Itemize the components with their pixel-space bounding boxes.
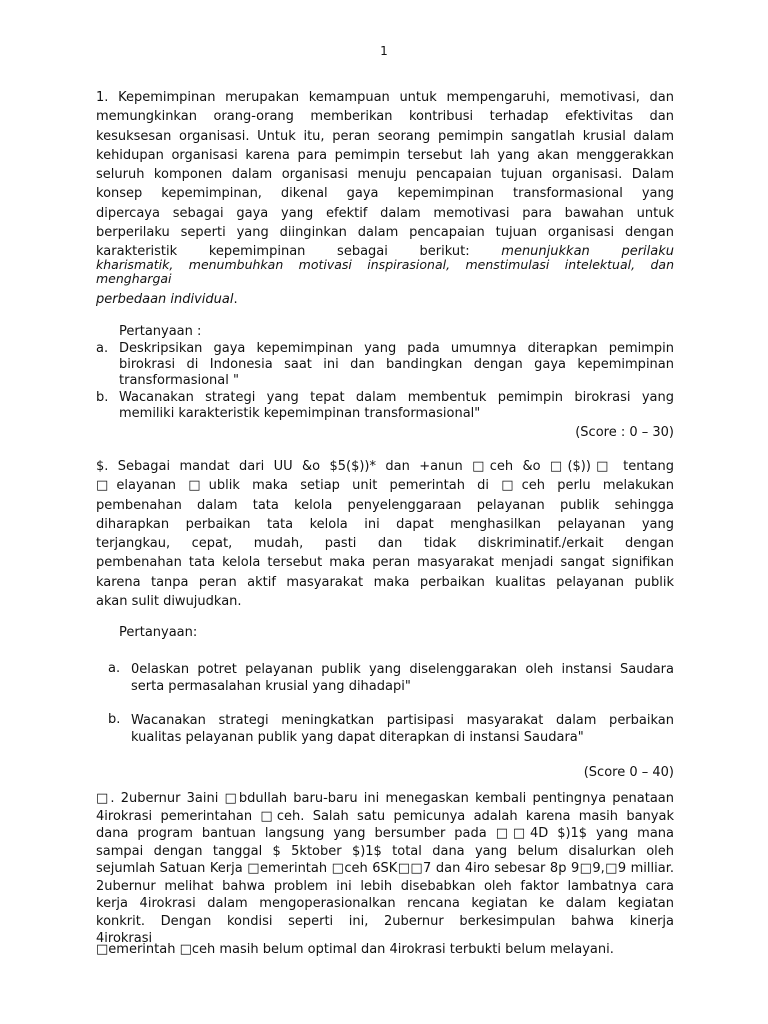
- paragraph-line: □. 2ubernur 3aini □bdullah baru-baru ini menegaskan kembali pentingnya penataan: [96, 791, 674, 806]
- paragraph-line: kehidupan organisasi karena para pemimpin tersebut lah yang akan menggerakkan: [96, 147, 674, 163]
- paragraph-line: sejumlah Satuan Kerja □emerintah □ceh 6SK□□7 dan 4iro sebesar 8p 9□9,□9 milliar.: [96, 861, 674, 876]
- italic-line: menghargai: [96, 271, 172, 286]
- question-marker: b.: [108, 712, 121, 727]
- paragraph-line: kerja 4irokrasi dalam mengoperasionalkan rencana kegiatan ke dalam kegiatan: [96, 896, 674, 911]
- section3-last-line: [96, 942, 674, 957]
- paragraph-line: 1. Kepemimpinan merupakan kemampuan untuk mempengaruhi, memotivasi, dan: [96, 90, 674, 105]
- question-line: Deskripsikan gaya kepemimpinan yang pada umumnya diterapkan pemimpin: [119, 341, 674, 356]
- paragraph-line: dipercaya sebagai gaya yang efektif dalam memotivasi para bawahan untuk: [96, 205, 674, 221]
- question-line: Wacanakan strategi meningkatkan partisipasi masyarakat dalam perbaikan: [131, 713, 674, 728]
- question-marker: a.: [108, 661, 121, 676]
- section1-paragraph: [96, 88, 674, 262]
- question-line: birokrasi di Indonesia saat ini dan bandingkan dengan gaya kepemimpinan: [119, 357, 674, 372]
- italic-line: kharismatik, menumbuhkan motivasi inspirasional, menstimulasi intelektual, dan: [96, 257, 674, 272]
- section2-paragraph: [96, 457, 674, 611]
- section1-final-line: perbedaan individual.: [96, 292, 238, 307]
- question-a: [119, 341, 674, 389]
- paragraph-line: sampai dengan tanggal $ 5ktober $)1$ total dana yang belum disalurkan oleh: [96, 843, 674, 859]
- question-b: [119, 390, 674, 422]
- question-line: transformasional ": [119, 373, 239, 388]
- paragraph-line: □elayanan □ublik maka setiap unit pemerintah di □ceh perlu melakukan: [96, 478, 674, 494]
- paragraph-line: □emerintah □ceh masih belum optimal dan 4irokrasi terbukti belum melayani.: [96, 942, 614, 957]
- questions-label: Pertanyaan:: [119, 625, 198, 640]
- paragraph-line: 2ubernur melihat bahwa problem ini lebih disebabkan oleh faktor lambatnya cara: [96, 878, 674, 894]
- question-marker: a.: [96, 341, 109, 356]
- paragraph-line: $. Sebagai mandat dari UU &o $5($))* dan +anun □ceh &o □($))□ tentang: [96, 459, 674, 474]
- section1-italic-lines: [96, 258, 674, 286]
- paragraph-line: berperilaku seperti yang diinginkan dalam pencapaian tujuan organisasi dengan: [96, 225, 674, 241]
- section3-paragraph: [96, 790, 674, 948]
- paragraph-line: karakteristik kepemimpinan sebagai berikut: menunjukkan perilaku: [96, 244, 674, 260]
- paragraph-line: diharapkan perbaikan tata kelola ini dapat menghasilkan pelayanan yang: [96, 516, 674, 532]
- question-line: serta permasalahan krusial yang dihadapi": [131, 679, 411, 694]
- paragraph-line: konsep kepemimpinan, dikenal gaya kepemimpinan transformasional yang: [96, 186, 674, 202]
- page-number: 1: [380, 44, 388, 58]
- paragraph-line: 4irokrasi pemerintahan □ceh. Salah satu pemicunya adalah karena masih banyak: [96, 808, 674, 824]
- score-section1: (Score : 0 – 30): [575, 425, 674, 440]
- question-line: Wacanakan strategi yang tepat dalam membentuk pemimpin birokrasi yang: [119, 390, 674, 405]
- paragraph-line: terjangkau, cepat, mudah, pasti dan tidak diskriminatif./erkait dengan: [96, 536, 674, 552]
- question-marker: b.: [96, 390, 109, 405]
- paragraph-line: pembenahan tata kelola tersebut maka peran masyarakat menjadi sangat signifikan: [96, 555, 674, 571]
- paragraph-line: seluruh komponen dalam organisasi menuju pencapaian tujuan organisasi. Dalam: [96, 167, 674, 183]
- paragraph-line: konkrit. Dengan kondisi seperti ini, 2ubernur berkesimpulan bahwa kinerja: [96, 913, 674, 929]
- question-b: [131, 712, 674, 746]
- question-a: [131, 661, 674, 695]
- paragraph-line: akan sulit diwujudkan.: [96, 594, 242, 610]
- question-line: memiliki karakteristik kepemimpinan transformasional": [119, 406, 481, 421]
- paragraph-line: 4irokrasi: [96, 931, 153, 946]
- score-section2: (Score 0 – 40): [583, 765, 674, 780]
- paragraph-line: memungkinkan orang-orang memberikan kontribusi terhadap efektivitas dan: [96, 109, 674, 125]
- paragraph-line: karena tanpa peran aktif masyarakat maka perbaikan kualitas pelayanan publik: [96, 574, 674, 590]
- paragraph-line: kesuksesan organisasi. Untuk itu, peran seorang pemimpin sangatlah krusial dalam: [96, 128, 674, 144]
- questions-label: Pertanyaan :: [119, 324, 202, 339]
- paragraph-line: pembenahan dalam tata kelola penyelenggaraan pelayanan publik sehingga: [96, 497, 674, 513]
- paragraph-line: dana program bantuan langsung yang bersumber pada □□4D $)1$ yang mana: [96, 826, 674, 841]
- question-line: kualitas pelayanan publik yang dapat diterapkan di instansi Saudara": [131, 730, 584, 745]
- question-line: 0elaskan potret pelayanan publik yang diselenggarakan oleh instansi Saudara: [131, 662, 674, 677]
